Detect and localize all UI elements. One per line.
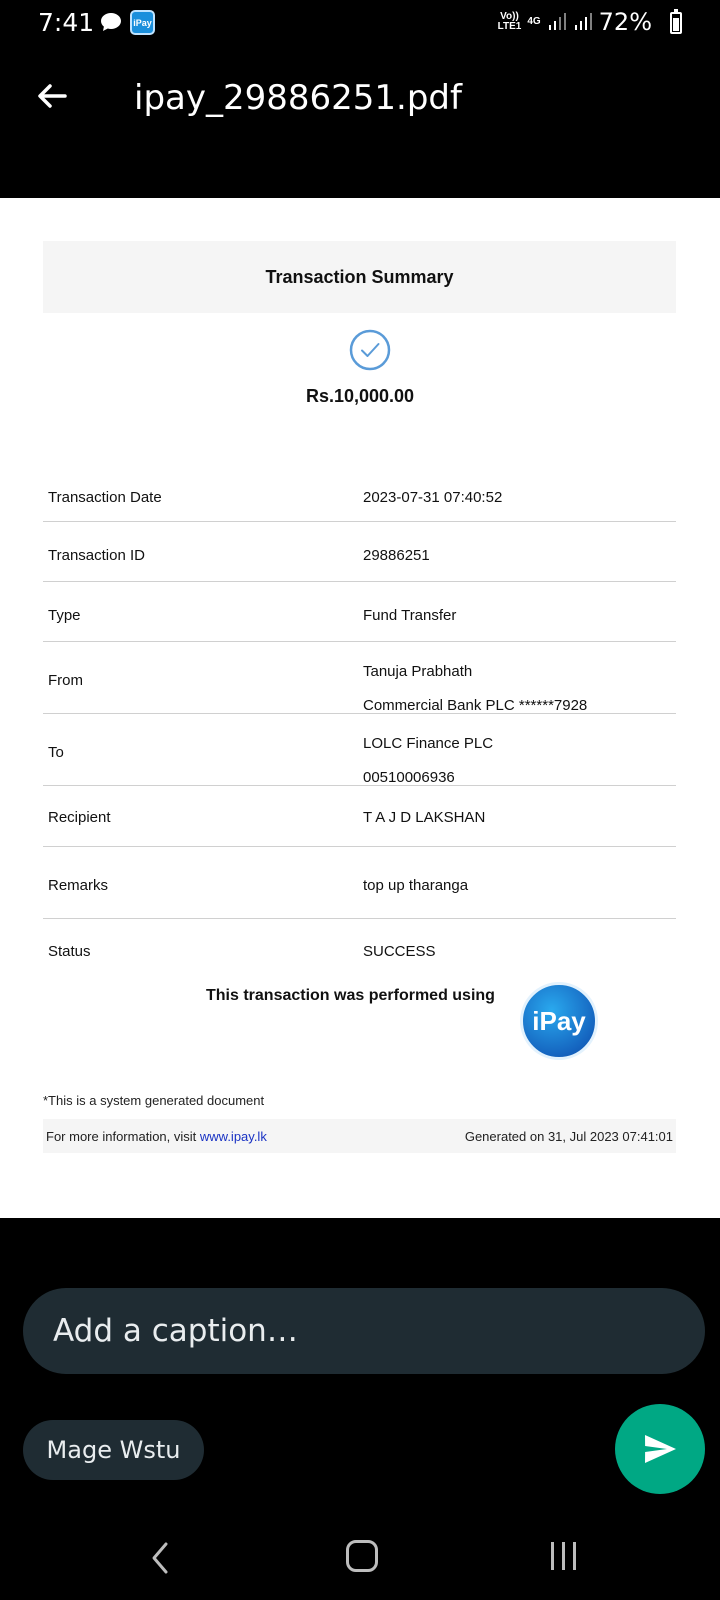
document-footer [43,1119,676,1153]
payee-name: LOLC Finance PLC [363,735,494,752]
detail-value [363,727,493,795]
ipay-app-icon: iPay [130,10,155,35]
check-circle-icon [349,329,391,371]
generated-timestamp: Generated on 31, Jul 2023 07:41:01 [464,1129,673,1144]
ipay-website-link[interactable]: www.ipay.lk [199,1129,267,1144]
signal-icon [573,13,593,31]
detail-label: Transaction Date [48,489,162,506]
detail-label: Recipient [48,809,111,826]
system-nav-bar [0,1516,720,1600]
detail-label: Type [48,607,81,624]
detail-row-date [43,456,676,522]
system-generated-note: *This is a system generated document [43,1093,265,1108]
nav-back-icon[interactable] [146,1538,176,1578]
sender-name: Tanuja Prabhath [363,663,473,680]
detail-row-remarks [43,847,676,919]
detail-row-to [43,714,676,786]
send-button[interactable] [615,1404,705,1494]
recipient-chip[interactable]: Mage Wstu [23,1420,204,1480]
detail-label: To [48,744,64,761]
ipay-logo: iPay [520,982,598,1060]
payee-account: 00510006936 [363,769,455,786]
detail-value: Fund Transfer [363,607,457,624]
back-button[interactable] [28,72,76,120]
detail-row-from [43,642,676,714]
sender-account: Commercial Bank PLC ******7928 [363,697,588,714]
detail-row-id [43,522,676,582]
file-title: ipay_29886251.pdf [134,78,462,118]
footer-info: For more information, visit www.ipay.lk [46,1129,267,1144]
summary-header: Transaction Summary [43,241,676,313]
detail-value: top up tharanga [363,877,469,894]
network-label: Vo)) LTE1 [497,11,522,32]
detail-value [363,655,587,723]
performed-using-text: This transaction was performed using [206,987,495,1004]
detail-row-recipient [43,786,676,847]
caption-input[interactable] [23,1288,705,1374]
detail-value: T A J D LAKSHAN [363,809,486,826]
battery-fill [673,18,679,31]
status-time: 7:41 [38,8,95,37]
detail-label: From [48,672,83,689]
battery-icon [670,12,682,34]
send-icon [640,1429,680,1469]
network-type: 4G [527,16,541,27]
detail-label: Status [48,943,91,960]
detail-row-type [43,582,676,642]
app-bar [0,48,720,198]
detail-value: 2023-07-31 07:40:52 [363,489,503,506]
arrow-left-icon [35,79,69,113]
detail-label: Remarks [48,877,109,894]
chat-bubble-icon [100,12,122,32]
nav-home-icon[interactable] [346,1540,378,1572]
status-bar [0,0,720,48]
transaction-details [43,456,676,979]
battery-percent: 72% [598,8,652,36]
detail-label: Transaction ID [48,547,145,564]
signal-icon [547,13,567,31]
nav-recent-apps-icon[interactable] [548,1540,580,1572]
status-indicators [498,8,672,36]
detail-value: SUCCESS [363,943,436,960]
document-preview[interactable] [0,198,720,1218]
detail-value: 29886251 [363,547,430,564]
transaction-amount: Rs.10,000.00 [305,386,415,406]
detail-row-status [43,919,676,979]
